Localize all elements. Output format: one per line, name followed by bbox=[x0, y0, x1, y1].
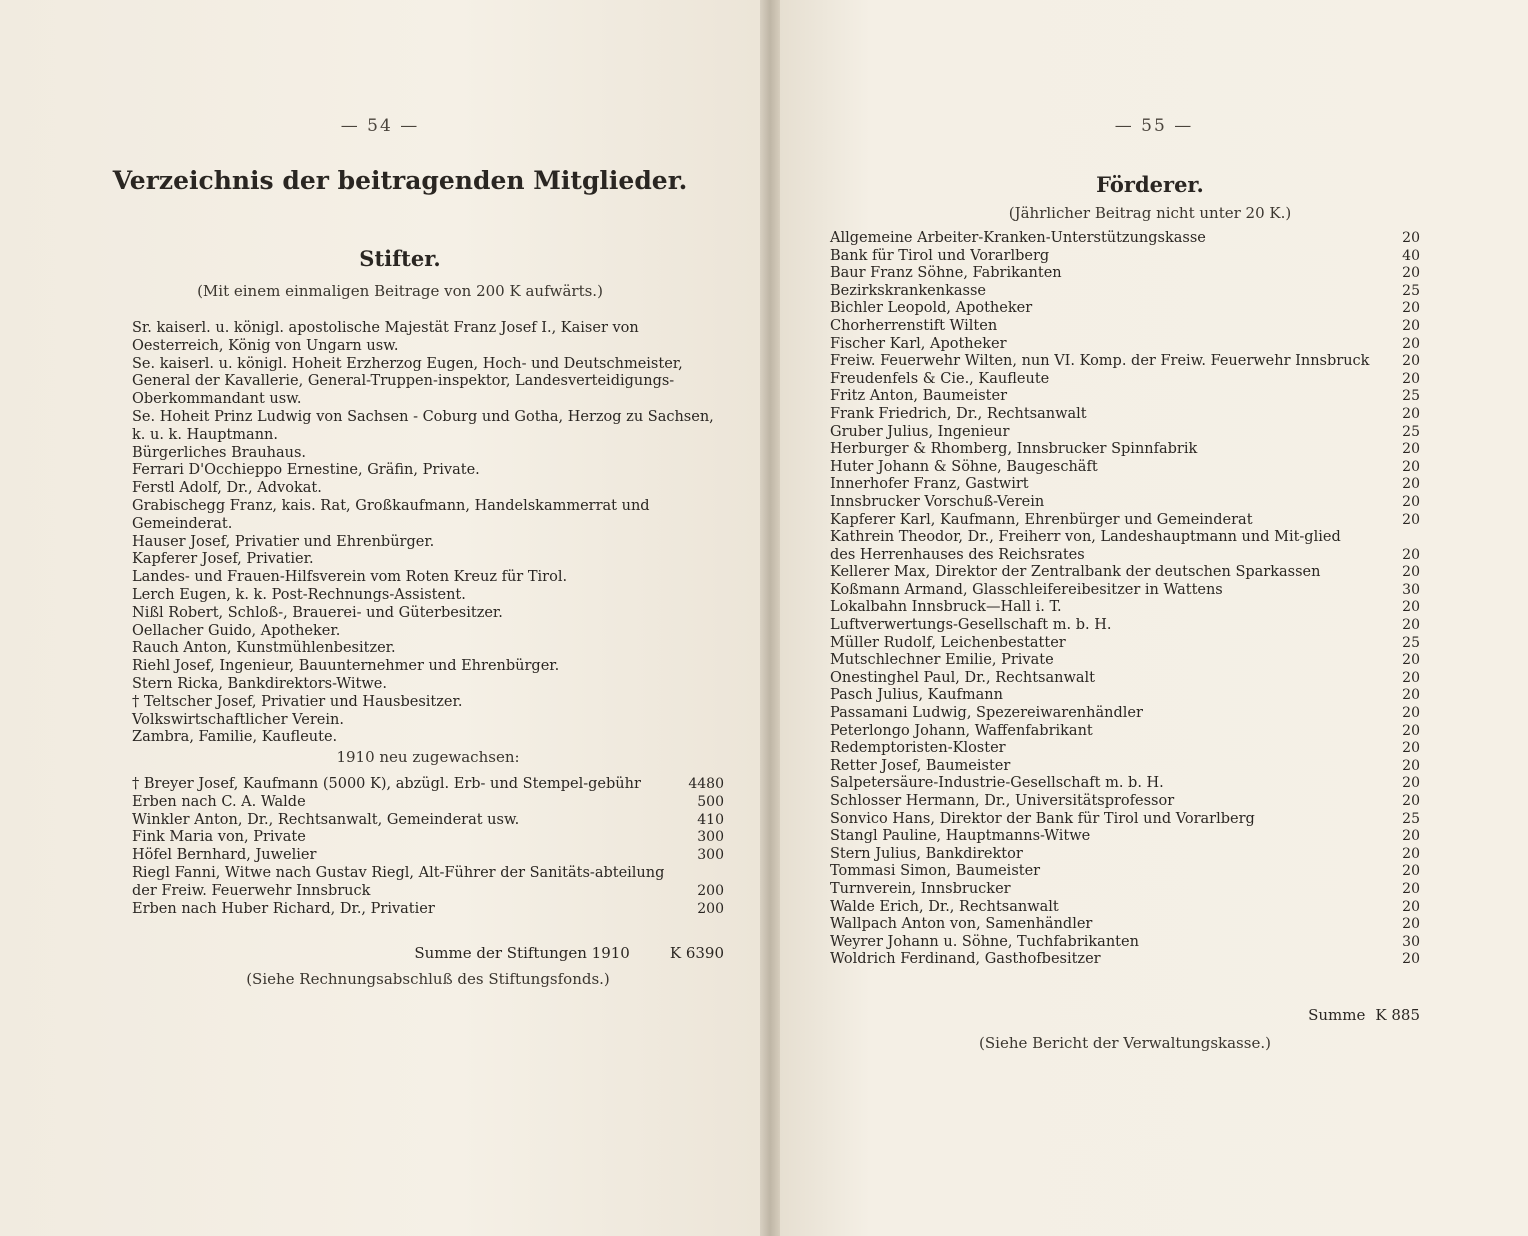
entry-text: Müller Rudolf, Leichenbestatter bbox=[830, 634, 1066, 651]
list-item bbox=[830, 758, 1420, 776]
entry-text: Stangl Pauline, Hauptmanns-Witwe bbox=[830, 828, 1091, 845]
left-page bbox=[0, 0, 760, 1236]
list-item bbox=[132, 847, 724, 865]
entry-text: Woldrich Ferdinand, Gasthofbesitzer bbox=[830, 951, 1101, 968]
list-item bbox=[830, 793, 1420, 811]
entry-amount: 300 bbox=[697, 847, 724, 864]
list-item bbox=[830, 248, 1420, 266]
list-item bbox=[132, 356, 724, 409]
entry-text: Grabischegg Franz, kais. Rat, Großkaufmann, Handelskammerrat und Gemeinderat. bbox=[132, 497, 650, 532]
list-item bbox=[830, 635, 1420, 653]
entry-text: Bürgerliches Brauhaus. bbox=[132, 444, 307, 461]
list-item bbox=[830, 775, 1420, 793]
entry-amount: 20 bbox=[1402, 599, 1420, 616]
entry-amount: 20 bbox=[1402, 317, 1420, 334]
section-title-foerderer: Förderer. bbox=[1096, 172, 1204, 197]
entry-amount: 20 bbox=[1402, 705, 1420, 722]
list-item bbox=[132, 445, 724, 463]
entry-amount: 20 bbox=[1402, 880, 1420, 897]
entry-amount: 20 bbox=[1402, 405, 1420, 422]
list-item bbox=[132, 623, 724, 641]
list-item bbox=[830, 336, 1420, 354]
list-item bbox=[132, 409, 724, 445]
entry-text: Kapferer Karl, Kaufmann, Ehrenbürger und Gemeinderat bbox=[830, 511, 1253, 528]
list-item bbox=[830, 617, 1420, 635]
entry-text: Koßmann Armand, Glasschleifereibesitzer in Wattens bbox=[830, 581, 1223, 598]
entry-amount: 25 bbox=[1402, 634, 1420, 651]
list-item bbox=[830, 863, 1420, 881]
entry-amount: 20 bbox=[1402, 845, 1420, 862]
entry-amount: 20 bbox=[1402, 370, 1420, 387]
entry-text: Tommasi Simon, Baumeister bbox=[830, 863, 1041, 880]
entry-amount: 20 bbox=[1402, 353, 1420, 370]
list-item bbox=[830, 388, 1420, 406]
entry-text: Fischer Karl, Apotheker bbox=[830, 335, 1007, 352]
entry-text: Luftverwertungs-Gesellschaft m. b. H. bbox=[830, 617, 1112, 634]
entry-amount: 20 bbox=[1402, 493, 1420, 510]
section-note-foerderer: (Jährlicher Beitrag nicht unter 20 K.) bbox=[1008, 204, 1292, 222]
entry-amount: 20 bbox=[1402, 230, 1420, 246]
sum-label: Summe der Stiftungen 1910 bbox=[414, 944, 630, 962]
entry-text: Rauch Anton, Kunstmühlenbesitzer. bbox=[132, 640, 396, 657]
list-item bbox=[830, 406, 1420, 424]
entry-amount: 20 bbox=[1402, 740, 1420, 757]
list-item bbox=[830, 318, 1420, 336]
entry-text: Kathrein Theodor, Dr., Freiherr von, Landeshauptmann und Mit-glied des Herrenhauses des Reichsrates bbox=[830, 529, 1341, 563]
sum-value: K 885 bbox=[1375, 1006, 1420, 1024]
entry-amount: 25 bbox=[1402, 388, 1420, 405]
entry-amount: 20 bbox=[1402, 441, 1420, 458]
entry-text: Weyrer Johann u. Söhne, Tuchfabrikanten bbox=[830, 933, 1139, 950]
entry-text: Turnverein, Innsbrucker bbox=[830, 880, 1011, 897]
list-item bbox=[132, 498, 724, 534]
list-item bbox=[830, 371, 1420, 389]
list-item bbox=[132, 812, 724, 830]
entry-amount: 20 bbox=[1402, 828, 1420, 845]
list-item bbox=[830, 723, 1420, 741]
list-item bbox=[132, 640, 724, 658]
list-item bbox=[830, 283, 1420, 301]
list-item bbox=[830, 459, 1420, 477]
entry-text: Kapferer Josef, Privatier. bbox=[132, 551, 314, 568]
entry-amount: 20 bbox=[1402, 335, 1420, 352]
entry-amount: 30 bbox=[1402, 933, 1420, 950]
foerderer-list bbox=[830, 230, 1420, 969]
entry-text: Bezirkskrankenkasse bbox=[830, 282, 986, 299]
entry-text: Fritz Anton, Baumeister bbox=[830, 388, 1008, 405]
entry-text: Bank für Tirol und Vorarlberg bbox=[830, 247, 1050, 264]
list-item bbox=[830, 846, 1420, 864]
entry-text: Huter Johann & Söhne, Baugeschäft bbox=[830, 458, 1098, 475]
entry-text: Innsbrucker Vorschuß-Verein bbox=[830, 493, 1045, 510]
list-item bbox=[830, 441, 1420, 459]
list-item bbox=[830, 670, 1420, 688]
entry-amount: 20 bbox=[1402, 458, 1420, 475]
list-item bbox=[830, 230, 1420, 248]
entry-text: Se. Hoheit Prinz Ludwig von Sachsen - Coburg und Gotha, Herzog zu Sachsen, k. u. k. Hauptmann. bbox=[132, 408, 714, 443]
entry-text: Mutschlechner Emilie, Private bbox=[830, 652, 1054, 669]
section-title-stifter: Stifter. bbox=[359, 246, 441, 271]
right-page bbox=[780, 0, 1528, 1236]
list-item bbox=[830, 811, 1420, 829]
entry-text: Peterlongo Johann, Waffenfabrikant bbox=[830, 722, 1093, 739]
entry-amount: 20 bbox=[1402, 951, 1420, 968]
list-item bbox=[132, 605, 724, 623]
list-item bbox=[830, 934, 1420, 952]
entry-text: † Breyer Josef, Kaufmann (5000 K), abzügl. Erb- und Stempel-gebühr bbox=[132, 776, 641, 792]
entry-amount: 20 bbox=[1402, 793, 1420, 809]
list-item bbox=[830, 529, 1420, 564]
list-item bbox=[830, 828, 1420, 846]
list-item bbox=[132, 462, 724, 480]
list-item bbox=[830, 424, 1420, 442]
list-item bbox=[830, 951, 1420, 969]
new-members-list bbox=[132, 776, 724, 918]
list-item bbox=[132, 676, 724, 694]
entry-text: Erben nach C. A. Walde bbox=[132, 793, 306, 810]
entry-text: Onestinghel Paul, Dr., Rechtsanwalt bbox=[830, 669, 1095, 686]
entry-text: Freiw. Feuerwehr Wilten, nun VI. Komp. der Freiw. Feuerwehr Innsbruck bbox=[830, 353, 1370, 370]
entry-amount: 20 bbox=[1402, 916, 1420, 933]
list-item bbox=[132, 569, 724, 587]
list-item bbox=[830, 740, 1420, 758]
list-item bbox=[830, 300, 1420, 318]
new-members-heading: 1910 neu zugewachsen: bbox=[336, 748, 520, 766]
entry-amount: 300 bbox=[697, 829, 724, 846]
entry-amount: 4480 bbox=[688, 776, 724, 792]
entry-text: Wallpach Anton von, Samenhändler bbox=[830, 916, 1093, 933]
entry-amount: 25 bbox=[1402, 423, 1420, 440]
list-item bbox=[132, 829, 724, 847]
entry-text: Stern Ricka, Bankdirektors-Witwe. bbox=[132, 675, 387, 692]
entry-text: Riehl Josef, Ingenieur, Bauunternehmer und Ehrenbürger. bbox=[132, 658, 560, 675]
entry-text: Sr. kaiserl. u. königl. apostolische Majestät Franz Josef I., Kaiser von Oesterreich, König von Ungarn usw. bbox=[132, 320, 639, 354]
list-item bbox=[830, 652, 1420, 670]
entry-text: Stern Julius, Bankdirektor bbox=[830, 845, 1023, 862]
document-heading: Verzeichnis der beitragenden Mitglieder. bbox=[112, 166, 688, 195]
list-item bbox=[132, 551, 724, 569]
sum-value: K 6390 bbox=[669, 944, 724, 962]
list-item bbox=[830, 353, 1420, 371]
list-item bbox=[132, 729, 724, 747]
list-item bbox=[132, 776, 724, 794]
entry-text: Baur Franz Söhne, Fabrikanten bbox=[830, 265, 1062, 282]
entry-text: Schlosser Hermann, Dr., Universitätsprofessor bbox=[830, 793, 1175, 809]
list-item bbox=[132, 534, 724, 552]
list-item bbox=[132, 480, 724, 498]
entry-text: Frank Friedrich, Dr., Rechtsanwalt bbox=[830, 405, 1087, 422]
page-number: — 54 — bbox=[340, 116, 420, 136]
entry-text: Landes- und Frauen-Hilfsverein vom Roten Kreuz für Tirol. bbox=[132, 569, 568, 586]
list-item bbox=[132, 694, 724, 712]
entry-text: Ferstl Adolf, Dr., Advokat. bbox=[132, 480, 322, 497]
entry-amount: 20 bbox=[1402, 669, 1420, 686]
entry-amount: 30 bbox=[1402, 581, 1420, 598]
entry-amount: 410 bbox=[697, 811, 724, 828]
entry-amount: 20 bbox=[1402, 757, 1420, 774]
entry-text: Bichler Leopold, Apotheker bbox=[830, 300, 1033, 317]
entry-amount: 20 bbox=[1402, 546, 1420, 563]
entry-text: Kellerer Max, Direktor der Zentralbank der deutschen Sparkassen bbox=[830, 564, 1321, 581]
list-item bbox=[132, 794, 724, 812]
entry-text: Salpetersäure-Industrie-Gesellschaft m. b. H. bbox=[830, 775, 1164, 792]
list-item bbox=[132, 320, 724, 356]
sum-label: Summe bbox=[1308, 1006, 1366, 1024]
entry-text: Retter Josef, Baumeister bbox=[830, 757, 1011, 774]
entry-text: Innerhofer Franz, Gastwirt bbox=[830, 476, 1029, 493]
list-item bbox=[132, 587, 724, 605]
entry-text: Redemptoristen-Kloster bbox=[830, 740, 1006, 757]
list-item bbox=[830, 512, 1420, 530]
sum-note: (Siehe Rechnungsabschluß des Stiftungsfonds.) bbox=[246, 970, 610, 988]
entry-amount: 200 bbox=[697, 900, 724, 917]
list-item bbox=[830, 265, 1420, 283]
list-item bbox=[830, 494, 1420, 512]
entry-text: Höfel Bernhard, Juwelier bbox=[132, 847, 317, 864]
entry-amount: 25 bbox=[1402, 282, 1420, 299]
entry-text: Erben nach Huber Richard, Dr., Privatier bbox=[132, 900, 435, 917]
list-item bbox=[830, 899, 1420, 917]
entry-text: Winkler Anton, Dr., Rechtsanwalt, Gemeinderat usw. bbox=[132, 811, 520, 828]
list-item bbox=[830, 705, 1420, 723]
entry-amount: 20 bbox=[1402, 863, 1420, 880]
sum-note: (Siehe Bericht der Verwaltungskasse.) bbox=[979, 1034, 1271, 1052]
entry-text: Riegl Fanni, Witwe nach Gustav Riegl, Alt-Führer der Sanitäts-abteilung der Freiw. Feuerwehr Innsbruck bbox=[132, 864, 665, 899]
list-item bbox=[830, 881, 1420, 899]
entry-text: Nißl Robert, Schloß-, Brauerei- und Güterbesitzer. bbox=[132, 604, 503, 621]
entry-text: Allgemeine Arbeiter-Kranken-Unterstützungskasse bbox=[830, 230, 1206, 246]
list-item bbox=[132, 712, 724, 730]
list-item bbox=[132, 901, 724, 919]
entry-text: Zambra, Familie, Kaufleute. bbox=[132, 729, 338, 746]
list-item bbox=[132, 865, 724, 901]
list-item bbox=[830, 476, 1420, 494]
list-item bbox=[830, 564, 1420, 582]
entry-text: † Teltscher Josef, Privatier und Hausbesitzer. bbox=[132, 693, 463, 710]
entry-amount: 20 bbox=[1402, 564, 1420, 581]
entry-amount: 500 bbox=[697, 793, 724, 810]
section-note-stifter: (Mit einem einmaligen Beitrage von 200 K aufwärts.) bbox=[197, 282, 603, 300]
entry-text: Sonvico Hans, Direktor der Bank für Tirol und Vorarlberg bbox=[830, 810, 1255, 827]
entry-text: Ferrari D'Occhieppo Ernestine, Gräfin, Private. bbox=[132, 462, 480, 479]
entry-text: Passamani Ludwig, Spezereiwarenhändler bbox=[830, 705, 1143, 722]
entry-text: Pasch Julius, Kaufmann bbox=[830, 687, 1003, 704]
list-item bbox=[132, 658, 724, 676]
page-number: — 55 — bbox=[1114, 116, 1194, 136]
list-item bbox=[830, 916, 1420, 934]
entry-amount: 200 bbox=[697, 882, 724, 899]
entry-text: Hauser Josef, Privatier und Ehrenbürger. bbox=[132, 533, 435, 550]
list-item bbox=[830, 599, 1420, 617]
entry-text: Chorherrenstift Wilten bbox=[830, 317, 998, 334]
entry-amount: 20 bbox=[1402, 652, 1420, 669]
entry-text: Freudenfels & Cie., Kaufleute bbox=[830, 370, 1050, 387]
entry-amount: 25 bbox=[1402, 810, 1420, 827]
entry-amount: 40 bbox=[1402, 247, 1420, 264]
entry-text: Gruber Julius, Ingenieur bbox=[830, 423, 1010, 440]
entry-amount: 20 bbox=[1402, 687, 1420, 704]
entry-amount: 20 bbox=[1402, 898, 1420, 915]
entry-text: Se. kaiserl. u. königl. Hoheit Erzherzog Eugen, Hoch- und Deutschmeister, General der Kavallerie, General-Truppen-inspektor, Landesverteidigungs-Oberkommandant usw. bbox=[132, 355, 683, 408]
entry-amount: 20 bbox=[1402, 511, 1420, 528]
entry-text: Fink Maria von, Private bbox=[132, 829, 306, 846]
entry-amount: 20 bbox=[1402, 476, 1420, 493]
entry-text: Volkswirtschaftlicher Verein. bbox=[132, 711, 344, 728]
list-item bbox=[830, 687, 1420, 705]
entry-amount: 20 bbox=[1402, 265, 1420, 282]
stifter-list bbox=[132, 320, 724, 747]
sum-row bbox=[132, 944, 724, 962]
entry-text: Walde Erich, Dr., Rechtsanwalt bbox=[830, 898, 1059, 915]
entry-amount: 20 bbox=[1402, 775, 1420, 792]
entry-text: Lerch Eugen, k. k. Post-Rechnungs-Assistent. bbox=[132, 586, 466, 603]
sum-row bbox=[830, 1006, 1420, 1024]
entry-text: Oellacher Guido, Apotheker. bbox=[132, 622, 341, 639]
list-item bbox=[830, 582, 1420, 600]
entry-amount: 20 bbox=[1402, 722, 1420, 739]
entry-amount: 20 bbox=[1402, 300, 1420, 317]
entry-text: Lokalbahn Innsbruck—Hall i. T. bbox=[830, 599, 1062, 616]
entry-amount: 20 bbox=[1402, 617, 1420, 634]
entry-text: Herburger & Rhomberg, Innsbrucker Spinnfabrik bbox=[830, 441, 1198, 458]
book-gutter bbox=[760, 0, 780, 1236]
